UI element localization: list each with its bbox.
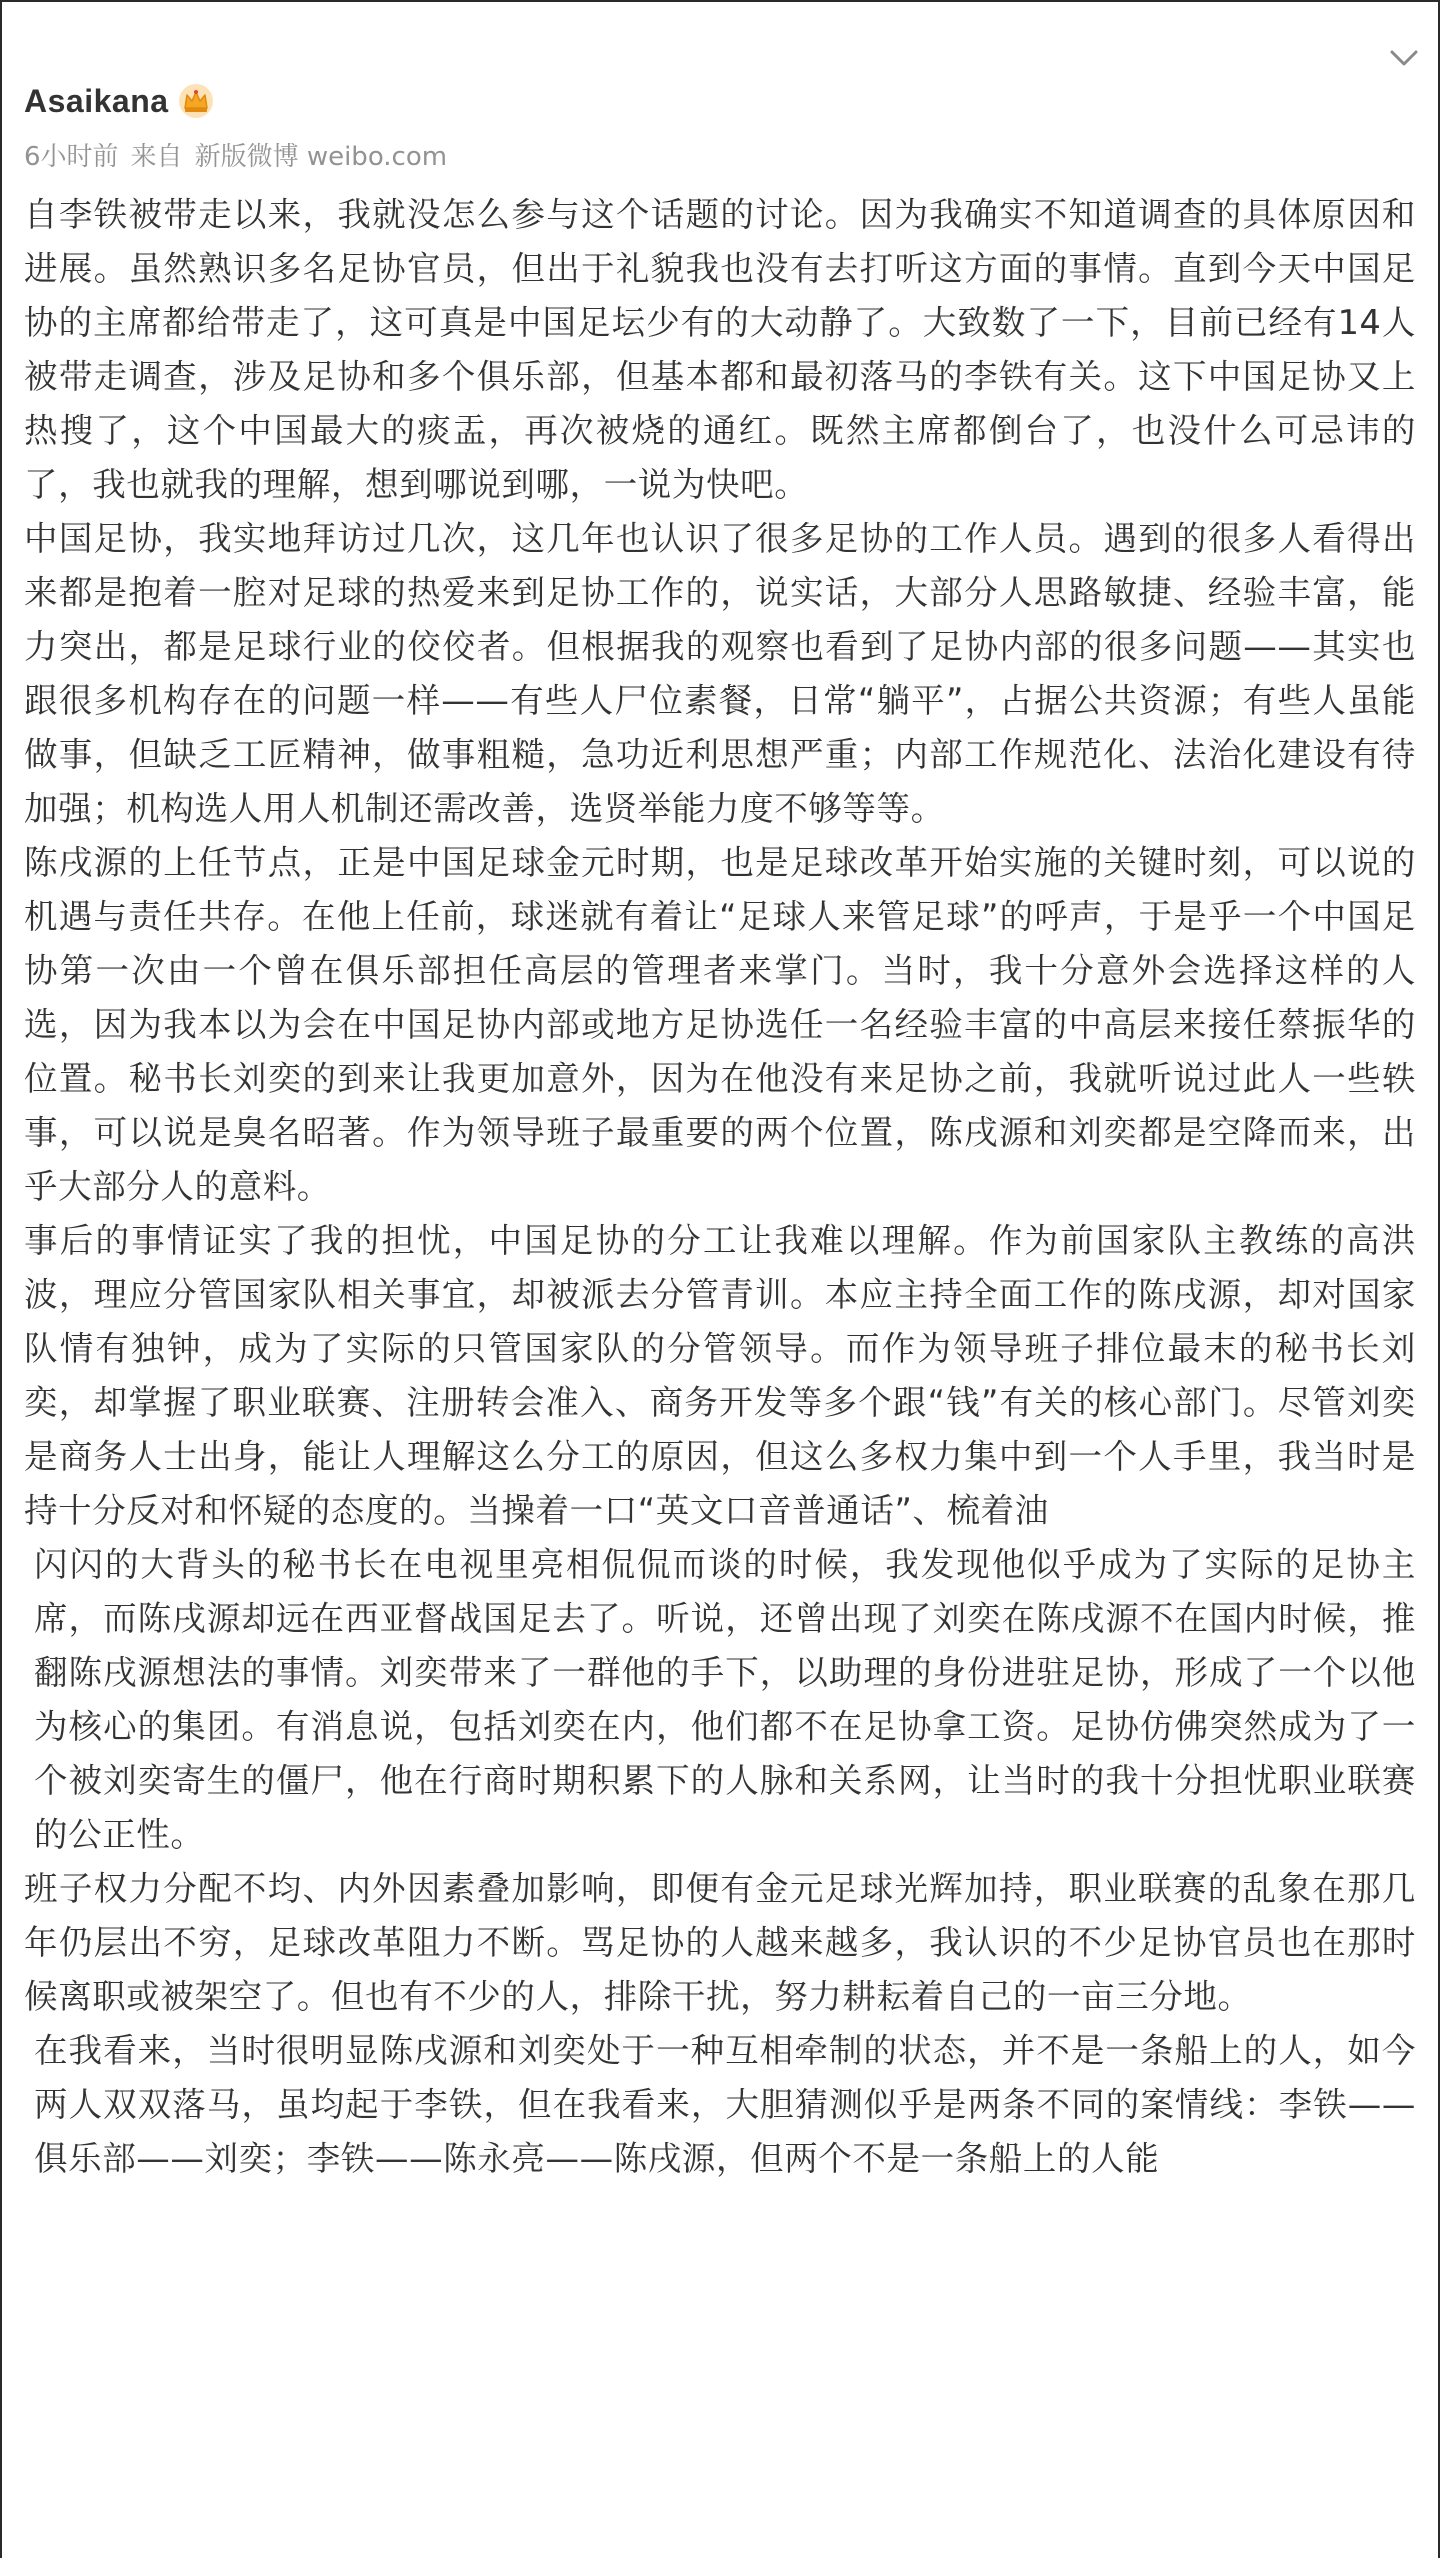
post-paragraph: 事后的事情证实了我的担忧，中国足协的分工让我难以理解。作为前国家队主教练的高洪波，理应分管国家队相关事宜，却被派去分管青训。本应主持全面工作的陈戌源，却对国家队情有独钟，成为了实际的只管国家队的分管领导。而作为领导班子排位最末的秘书长刘奕，却掌握了职业联赛、注册转会准入、商务开发等多个跟“钱”有关的核心部门。尽管刘奕是商务人士出身，能让人理解这么分工的原因，但这么多权力集中到一个人手里，我当时是持十分反对和怀疑的态度的。当操着一口“英文口音普通话”、梳着油 <box>24 1221 1416 1530</box>
post-time: 6小时前 <box>24 141 119 172</box>
post-paragraph: 班子权力分配不均、内外因素叠加影响，即便有金元足球光辉加持，职业联赛的乱象在那几年仍层出不穷，足球改革阻力不断。骂足协的人越来越多，我认识的不少足协官员也在那时候离职或被架空了。但也有不少的人，排除干扰，努力耕耘着自己的一亩三分地。 <box>24 1869 1416 2016</box>
post-body <box>24 188 1416 2186</box>
chevron-down-icon[interactable] <box>1386 44 1422 72</box>
author-row <box>24 78 1416 124</box>
author-name[interactable]: Asaikana <box>24 82 169 119</box>
post-paragraph: 在我看来，当时很明显陈戌源和刘奕处于一种互相牵制的状态，并不是一条船上的人，如今两人双双落马，虽均起于李铁，但在我看来，大胆猜测似乎是两条不同的案情线：李铁——俱乐部——刘奕；李铁——陈永亮——陈戌源，但两个不是一条船上的人能 <box>34 2031 1416 2178</box>
source-prefix: 来自 <box>130 141 183 172</box>
post-meta <box>24 134 1416 174</box>
crown-icon[interactable] <box>177 82 215 120</box>
post-source[interactable]: 新版微博 weibo.com <box>194 141 448 172</box>
post-paragraph: 闪闪的大背头的秘书长在电视里亮相侃侃而谈的时候，我发现他似乎成为了实际的足协主席，而陈戌源却远在西亚督战国足去了。听说，还曾出现了刘奕在陈戌源不在国内时候，推翻陈戌源想法的事情。刘奕带来了一群他的手下，以助理的身份进驻足协，形成了一个以他为核心的集团。有消息说，包括刘奕在内，他们都不在足协拿工资。足协仿佛突然成为了一个被刘奕寄生的僵尸，他在行商时期积累下的人脉和关系网，让当时的我十分担忧职业联赛的公正性。 <box>34 1545 1416 1854</box>
post-paragraph: 自李铁被带走以来，我就没怎么参与这个话题的讨论。因为我确实不知道调查的具体原因和进展。虽然熟识多名足协官员，但出于礼貌我也没有去打听这方面的事情。直到今天中国足协的主席都给带走了，这可真是中国足坛少有的大动静了。大致数了一下，目前已经有14人被带走调查，涉及足协和多个俱乐部，但基本都和最初落马的李铁有关。这下中国足协又上热搜了，这个中国最大的痰盂，再次被烧的通红。既然主席都倒台了，也没什么可忌讳的了，我也就我的理解，想到哪说到哪，一说为快吧。 <box>24 195 1416 504</box>
post-paragraph: 中国足协，我实地拜访过几次，这几年也认识了很多足协的工作人员。遇到的很多人看得出来都是抱着一腔对足球的热爱来到足协工作的，说实话，大部分人思路敏捷、经验丰富，能力突出，都是足球行业的佼佼者。但根据我的观察也看到了足协内部的很多问题——其实也跟很多机构存在的问题一样——有些人尸位素餐，日常“躺平”，占据公共资源；有些人虽能做事，但缺乏工匠精神，做事粗糙，急功近利思想严重；内部工作规范化、法治化建设有待加强；机构选人用人机制还需改善，选贤举能力度不够等等。 <box>24 519 1416 828</box>
post-header <box>24 78 1416 174</box>
post-paragraph: 陈戌源的上任节点，正是中国足球金元时期，也是足球改革开始实施的关键时刻，可以说的机遇与责任共存。在他上任前，球迷就有着让“足球人来管足球”的呼声，于是乎一个中国足协第一次由一个曾在俱乐部担任高层的管理者来掌门。当时，我十分意外会选择这样的人选，因为我本以为会在中国足协内部或地方足协选任一名经验丰富的中高层来接任蔡振华的位置。秘书长刘奕的到来让我更加意外，因为在他没有来足协之前，我就听说过此人一些轶事，可以说是臭名昭著。作为领导班子最重要的两个位置，陈戌源和刘奕都是空降而来，出乎大部分人的意料。 <box>24 843 1416 1206</box>
